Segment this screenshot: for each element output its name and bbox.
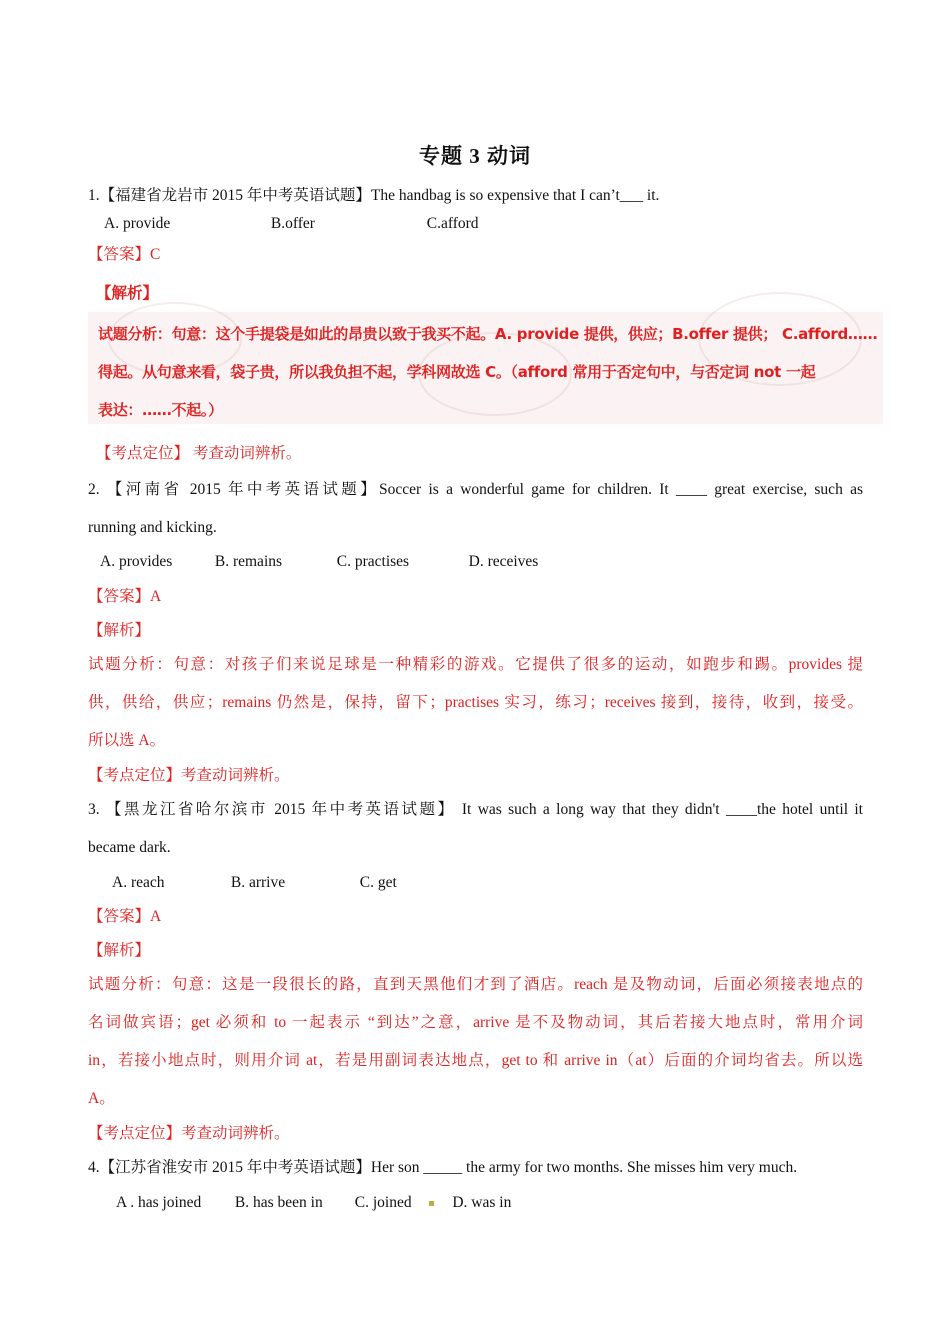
question-3-options xyxy=(112,873,397,893)
question-3-analysis-label: 【解析】 xyxy=(88,942,151,959)
question-2-analysis-line: 所以选 A。 xyxy=(88,732,166,749)
page-title: 专题 3 动词 xyxy=(419,144,531,168)
question-3-analysis-line: 试题分析：句意：这是一段很长的路，直到天黑他们才到了酒店。reach 是及物动词，后面必须接表地点的 xyxy=(88,976,863,993)
analysis-line: 得起。从句意来看，袋子贵，所以我负担不起，学科网故选 C。（afford 常用于否定句中，与否定词 not 一起 xyxy=(98,363,816,381)
question-3-analysis-line: A。 xyxy=(88,1090,115,1107)
question-4-options xyxy=(116,1193,511,1213)
question-1-options xyxy=(104,214,479,234)
question-3-analysis-line: 名词做宾语；get 必须和 to 一起表示 “到达”之意，arrive 是不及物动词，其后若接大地点时，常用介词 xyxy=(88,1014,863,1031)
question-2-analysis-label: 【解析】 xyxy=(88,622,151,639)
question-3-stem-line2: became dark. xyxy=(88,839,171,856)
option-c: C. joined xyxy=(354,1194,412,1211)
option-c: C. get xyxy=(359,874,397,891)
question-1-analysis-label: 【解析】 xyxy=(96,285,159,302)
option-b: B. has been in xyxy=(234,1194,323,1211)
question-3-answer: 【答案】A xyxy=(88,908,162,925)
option-a: A. reach xyxy=(112,874,165,891)
question-2-analysis-line: 试题分析：句意：对孩子们来说足球是一种精彩的游戏。它提供了很多的运动，如跑步和踢。provides 提 xyxy=(88,656,863,673)
option-b: B. arrive xyxy=(230,874,286,891)
question-3-point: 【考点定位】考查动词辨析。 xyxy=(88,1125,290,1142)
option-a: A. provide xyxy=(104,215,171,232)
question-4-stem: 4.【江苏省淮安市 2015 年中考英语试题】Her son _____ the army for two months. She misses him very much. xyxy=(88,1159,798,1176)
question-1-analysis-image xyxy=(88,312,883,424)
question-2-stem-line1: 2. 【河南省 2015 年中考英语试题】Soccer is a wonderful game for children. It ____ great exercise, such as xyxy=(88,481,863,498)
option-a: A . has joined xyxy=(116,1194,202,1211)
question-3-stem-line1: 3. 【黑龙江省哈尔滨市 2015 年中考英语试题】 It was such a long way that they didn't ____the hotel until it xyxy=(88,801,863,818)
option-d: D. was in xyxy=(452,1194,512,1211)
question-3-analysis-line: in，若接小地点时，则用介词 at，若是用副词表达地点，get to 和 arrive in（at）后面的介词均省去。所以选 xyxy=(88,1052,863,1069)
option-d: D. receives xyxy=(468,553,539,570)
option-a: A. provides xyxy=(100,553,173,570)
question-1-stem: 1.【福建省龙岩市 2015 年中考英语试题】The handbag is so expensive that I can’t___ it. xyxy=(88,187,660,204)
analysis-line: 试题分析：句意：这个手提袋是如此的昂贵以致于我买不起。A. provide 提供，供应；B.offer 提供； C.afford…… xyxy=(98,325,878,343)
analysis-line: 表达：……不起。） xyxy=(98,401,223,419)
question-2-answer: 【答案】A xyxy=(88,588,162,605)
question-2-point: 【考点定位】考查动词辨析。 xyxy=(88,767,290,784)
option-b: B.offer xyxy=(270,215,315,232)
option-b: B. remains xyxy=(214,553,283,570)
artifact-mark xyxy=(429,1201,434,1206)
option-c: C.afford xyxy=(426,215,479,232)
question-1-answer: 【答案】C xyxy=(88,246,161,263)
question-2-options xyxy=(100,552,538,572)
option-c: C. practises xyxy=(336,553,410,570)
question-1-point: 【考点定位】 考查动词辨析。 xyxy=(96,445,302,462)
question-2-stem-line2: running and kicking. xyxy=(88,519,217,536)
question-2-analysis-line: 供，供给，供应；remains 仍然是，保持，留下；practises 实习，练习；receives 接到，接待，收到，接受。 xyxy=(88,694,863,711)
